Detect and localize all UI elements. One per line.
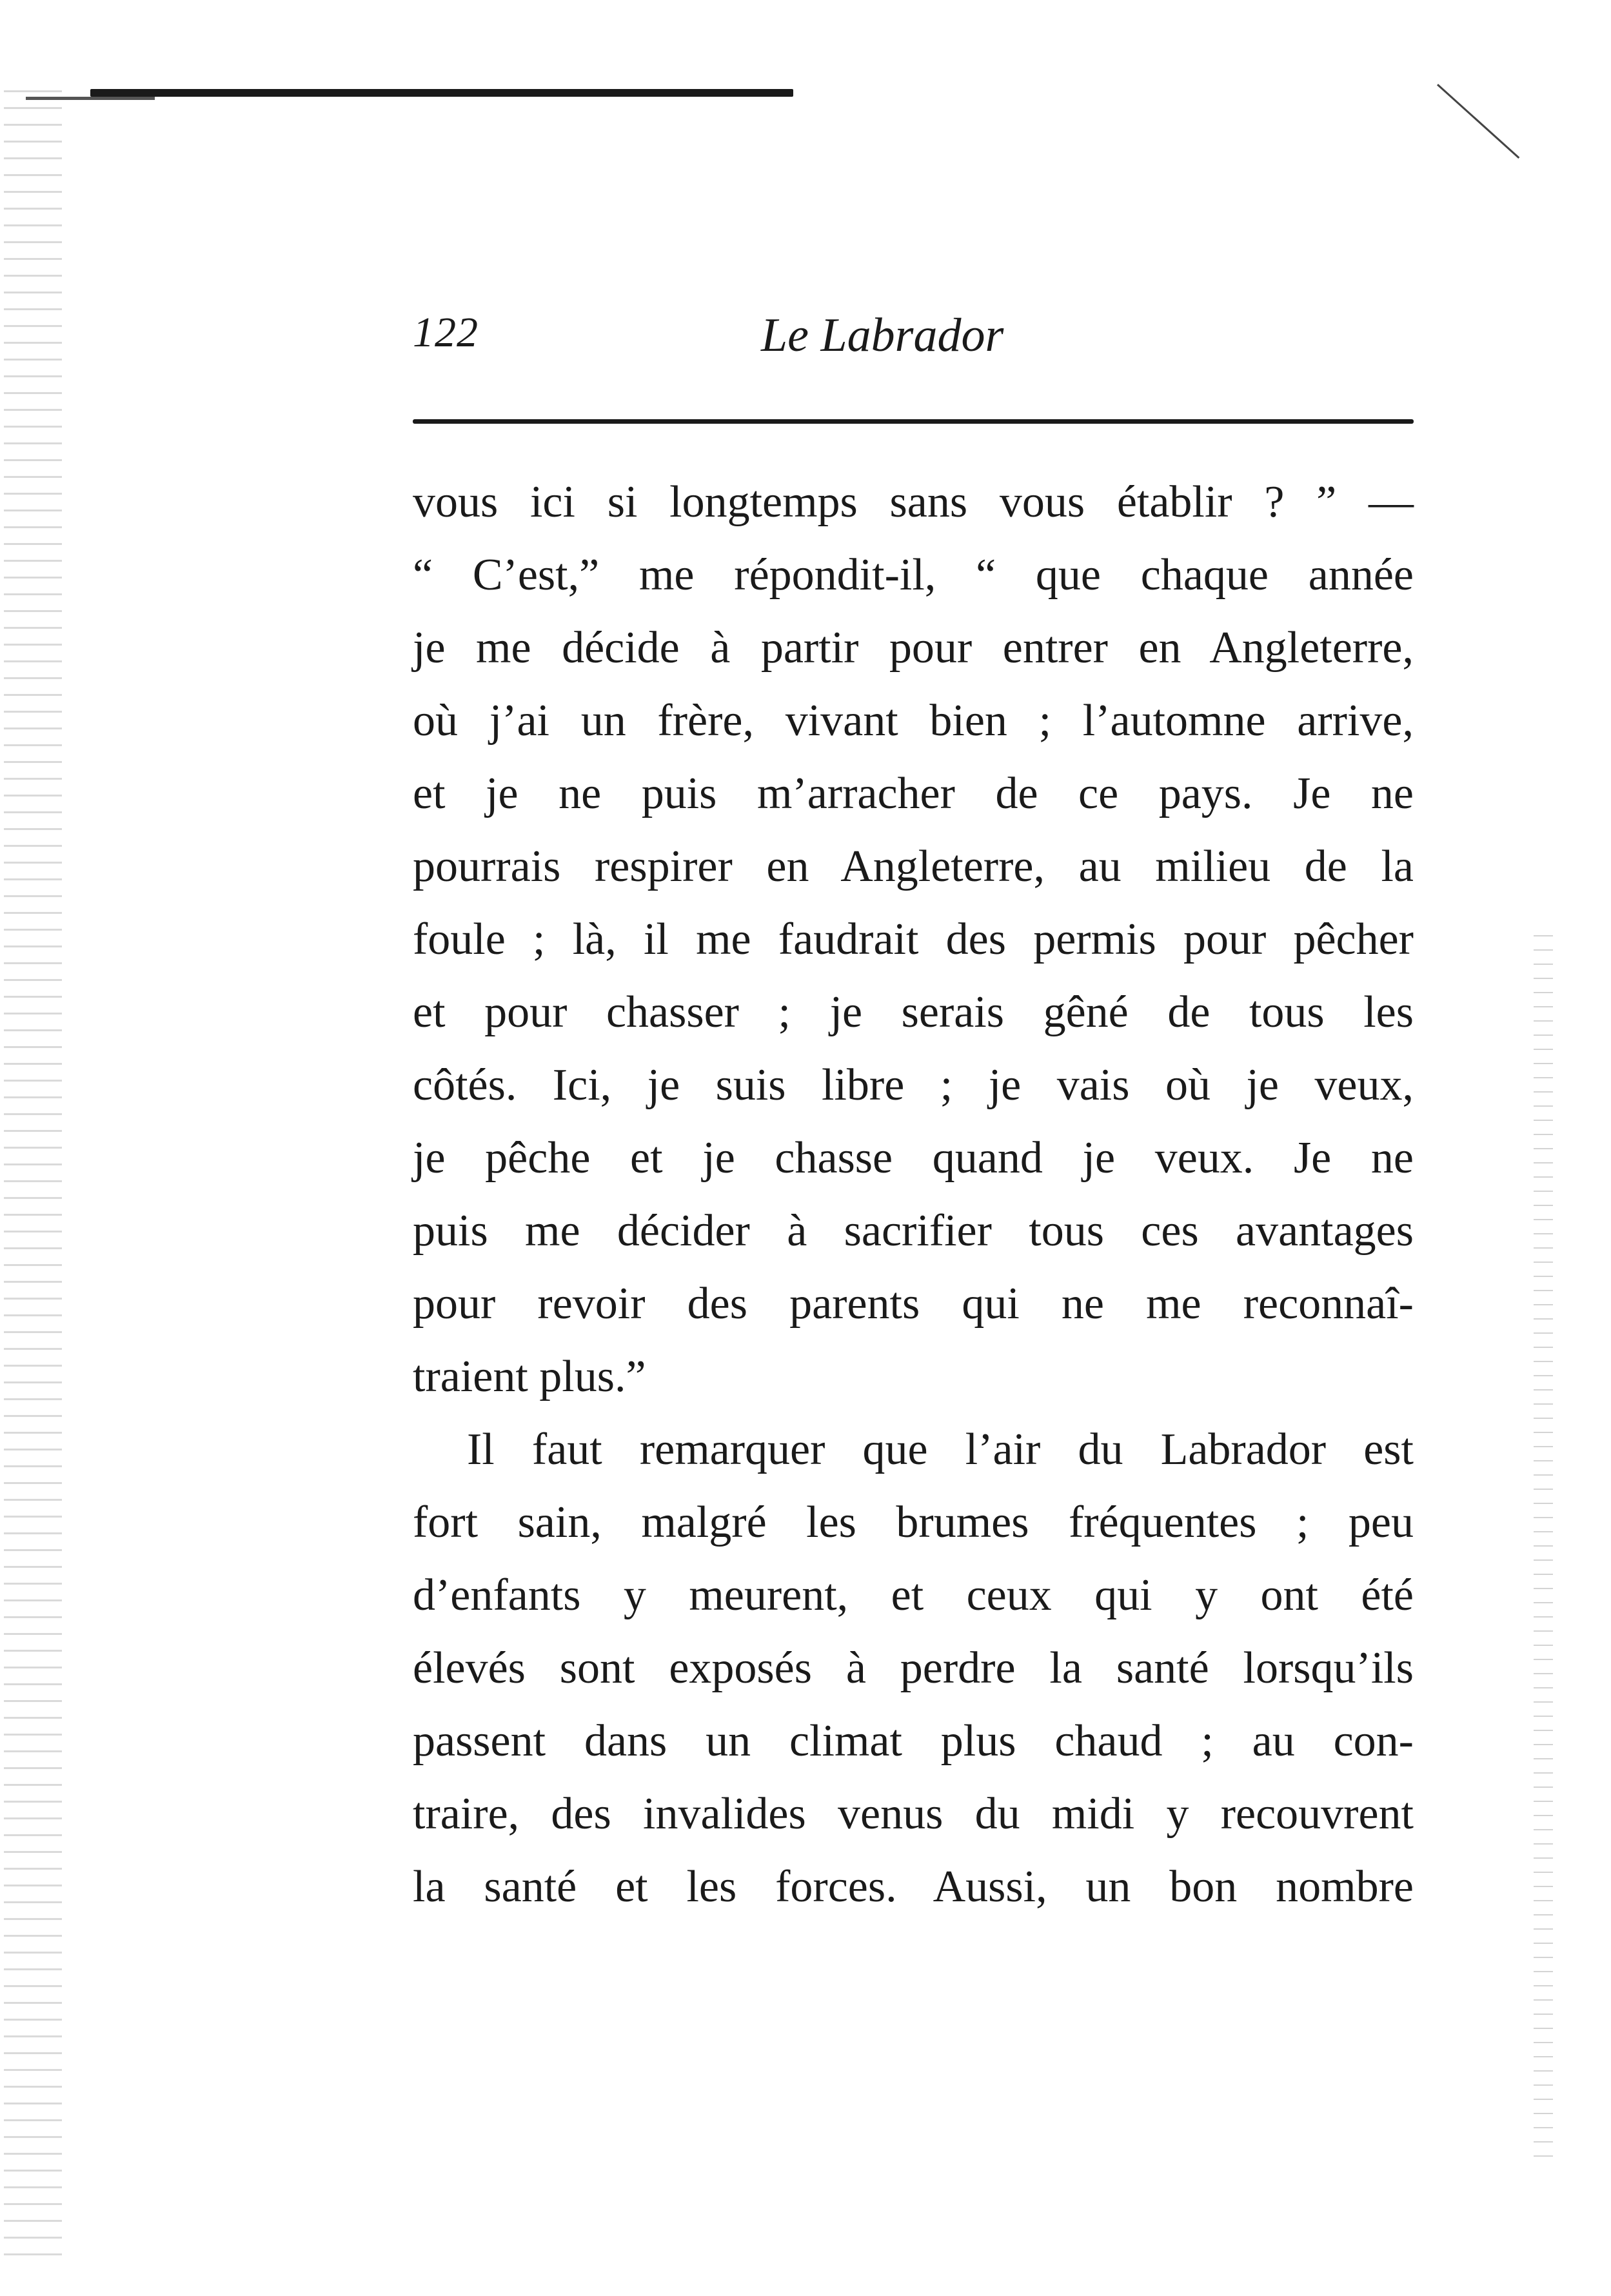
text-line: où j’ai un frère, vivant bien ; l’automne arrive, <box>413 696 1414 746</box>
text-line: fort sain, malgré les brumes fréquentes ; peu <box>413 1498 1414 1547</box>
page-number: 122 <box>413 309 479 356</box>
text-line: passent dans un climat plus chaud ; au con- <box>413 1716 1414 1766</box>
text-line: pourrais respirer en Angleterre, au milieu de la <box>413 842 1414 891</box>
text-line: la santé et les forces. Aussi, un bon nombre <box>413 1862 1414 1912</box>
running-title: Le Labrador <box>761 309 1004 362</box>
text-line: foule ; là, il me faudrait des permis pour pêcher <box>413 915 1414 964</box>
scan-artifact-left-edge <box>4 90 62 2257</box>
text-line: Il faut remarquer que l’air du Labrador est <box>467 1425 1414 1474</box>
scan-artifact-corner-line <box>1437 84 1519 159</box>
text-line: et je ne puis m’arracher de ce pays. Je ne <box>413 769 1414 818</box>
text-line: je pêche et je chasse quand je veux. Je ne <box>413 1133 1414 1183</box>
text-line: puis me décider à sacrifier tous ces avantages <box>413 1206 1414 1256</box>
text-line: traire, des invalides venus du midi y recouvrent <box>413 1789 1414 1839</box>
scan-artifact-right-edge <box>1534 935 1553 2161</box>
running-head <box>413 308 1419 373</box>
text-line: je me décide à partir pour entrer en Angleterre, <box>413 623 1414 673</box>
text-line: et pour chasser ; je serais gêné de tous les <box>413 987 1414 1037</box>
body-text <box>413 466 1414 1923</box>
text-line: côtés. Ici, je suis libre ; je vais où je veux, <box>413 1060 1414 1110</box>
text-line: d’enfants y meurent, et ceux qui y ont été <box>413 1570 1414 1620</box>
header-rule <box>413 419 1414 424</box>
text-line: vous ici si longtemps sans vous établir ? ” — <box>413 477 1414 527</box>
text-line: “ C’est,” me répondit-il, “ que chaque année <box>413 550 1414 600</box>
text-line: élevés sont exposés à perdre la santé lorsqu’ils <box>413 1643 1414 1693</box>
text-line: pour revoir des parents qui ne me reconnaî- <box>413 1279 1414 1329</box>
scan-artifact-top-bar <box>90 89 793 97</box>
text-line: traient plus.” <box>413 1352 646 1401</box>
